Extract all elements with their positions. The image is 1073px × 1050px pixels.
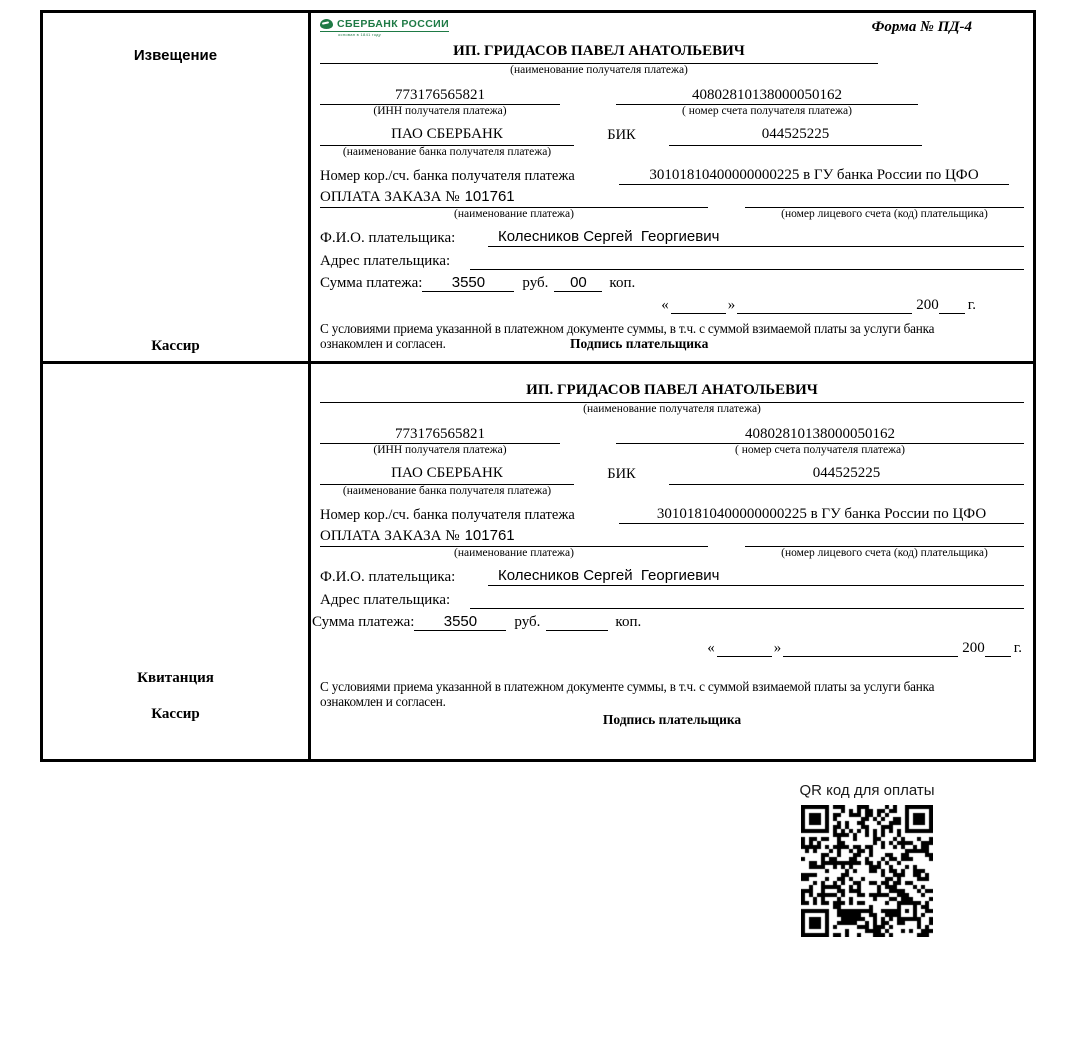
corr-account-value: 30101810400000000225 в ГУ банка России по ЦФО <box>619 506 1024 524</box>
sberbank-logo <box>320 15 449 37</box>
recipient-name: ИП. ГРИДАСОВ ПАВЕЛ АНАТОЛЬЕВИЧ <box>320 382 1024 403</box>
agreement-block <box>320 679 1024 709</box>
qr-payment-block <box>742 782 992 937</box>
payer-name-label: Ф.И.О. плательщика: <box>320 230 456 246</box>
bank-caption: (наименование банка получателя платежа) <box>342 485 552 497</box>
personal-account-caption: (номер лицевого счета (код) плательщика) <box>781 547 988 559</box>
agreement-line1: С условиями приема указанной в платежном документе суммы, в т.ч. с суммой взимаемой платы за услуги банка <box>320 679 935 694</box>
agreement-block <box>320 321 1024 357</box>
bik-label: БИК <box>607 466 636 482</box>
order-number-value: 101761 <box>464 527 515 544</box>
account-value: 40802810138000050162 <box>616 86 918 105</box>
notice-stub-cell <box>43 13 311 361</box>
close-quote: » <box>727 297 736 313</box>
agreement-line2: ознакомлен и согласен. <box>320 694 446 709</box>
payer-name-value: Колесников Сергей Георгиевич <box>488 228 1024 247</box>
payer-signature-label: Подпись плательщика <box>602 712 742 727</box>
recipient-name: ИП. ГРИДАСОВ ПАВЕЛ АНАТОЛЬЕВИЧ <box>320 43 878 64</box>
qr-code-image <box>801 805 933 937</box>
agreement-line2: ознакомлен и согласен. <box>320 336 446 351</box>
date-year-blank <box>985 656 1011 657</box>
inn-value: 773176565821 <box>320 86 560 105</box>
kop-unit-label: коп. <box>615 614 642 630</box>
year-prefix: 200 <box>962 640 985 656</box>
payer-address-label: Адрес плательщика: <box>320 592 451 608</box>
bik-value: 044525225 <box>669 125 922 146</box>
amount-rub-value: 3550 <box>414 613 506 631</box>
recipient-caption: (наименование получателя платежа) <box>510 64 688 76</box>
inn-caption: (ИНН получателя платежа) <box>373 105 507 117</box>
corr-account-label: Номер кор./сч. банка получателя платежа <box>320 168 575 184</box>
payer-address-label: Адрес плательщика: <box>320 253 451 269</box>
qr-title: QR код для оплаты <box>799 782 935 799</box>
payer-name-label: Ф.И.О. плательщика: <box>320 569 456 585</box>
recipient-caption: (наименование получателя платежа) <box>583 403 761 415</box>
amount-label: Сумма платежа: <box>312 614 415 630</box>
close-quote: » <box>773 640 782 656</box>
payer-address-value <box>470 590 1024 609</box>
notice-label: Извещение <box>133 47 218 64</box>
payer-address-value <box>470 251 1024 270</box>
form-number: Форма № ПД-4 <box>871 19 972 35</box>
bank-name-value: ПАО СБЕРБАНК <box>320 125 574 146</box>
payment-purpose-label: ОПЛАТА ЗАКАЗА № <box>320 189 460 205</box>
date-day-blank <box>717 656 772 657</box>
receipt-label: Квитанция <box>137 670 214 686</box>
receipt-section <box>43 361 1033 759</box>
notice-main-cell <box>311 13 1033 361</box>
sberbank-logo-text: СБЕРБАНК РОССИИ <box>337 18 450 30</box>
amount-label: Сумма платежа: <box>320 275 423 291</box>
amount-rub-value: 3550 <box>422 274 514 292</box>
corr-account-value: 30101810400000000225 в ГУ банка России по ЦФО <box>619 167 1009 185</box>
payment-purpose-label: ОПЛАТА ЗАКАЗА № <box>320 528 460 544</box>
bank-caption: (наименование банка получателя платежа) <box>342 146 552 158</box>
cashier-label: Кассир <box>151 338 200 354</box>
payment-caption: (наименование платежа) <box>454 547 574 559</box>
rub-unit-label: руб. <box>522 275 549 291</box>
date-month-blank <box>783 656 958 657</box>
year-suffix: г. <box>967 297 976 313</box>
date-year-blank <box>939 313 965 314</box>
bik-value: 044525225 <box>669 464 1024 485</box>
open-quote: « <box>707 640 715 656</box>
date-line <box>320 297 1024 314</box>
sberbank-globe-icon <box>320 19 333 29</box>
corr-account-label: Номер кор./сч. банка получателя платежа <box>320 507 575 523</box>
bank-name-value: ПАО СБЕРБАНК <box>320 464 574 485</box>
cashier-label: Кассир <box>151 706 200 722</box>
agreement-line1: С условиями приема указанной в платежном документе суммы, в т.ч. с суммой взимаемой платы за услуги банка <box>320 321 935 336</box>
payer-name-value: Колесников Сергей Георгиевич <box>488 567 1024 586</box>
payer-signature-label: Подпись плательщика <box>570 336 709 351</box>
order-number-value: 101761 <box>464 188 515 205</box>
receipt-stub-cell <box>43 364 311 759</box>
sberbank-tagline: основан в 1841 году <box>338 32 382 37</box>
kop-unit-label: коп. <box>609 275 636 291</box>
bik-label: БИК <box>607 127 636 143</box>
account-caption: ( номер счета получателя платежа) <box>735 444 905 456</box>
date-month-blank <box>737 313 912 314</box>
account-value: 40802810138000050162 <box>616 425 1024 444</box>
inn-caption: (ИНН получателя платежа) <box>373 444 507 456</box>
receipt-main-cell <box>311 364 1033 759</box>
pd4-payment-form <box>40 10 1036 762</box>
date-line <box>320 640 1024 657</box>
rub-unit-label: руб. <box>514 614 541 630</box>
personal-account-caption: (номер лицевого счета (код) плательщика) <box>781 208 988 220</box>
payment-caption: (наименование платежа) <box>454 208 574 220</box>
open-quote: « <box>661 297 669 313</box>
year-prefix: 200 <box>916 297 939 313</box>
year-suffix: г. <box>1013 640 1022 656</box>
inn-value: 773176565821 <box>320 425 560 444</box>
notice-section <box>43 13 1033 361</box>
amount-kop-value: 00 <box>554 274 602 292</box>
amount-kop-value <box>546 630 608 631</box>
date-day-blank <box>671 313 726 314</box>
account-caption: ( номер счета получателя платежа) <box>682 105 852 117</box>
